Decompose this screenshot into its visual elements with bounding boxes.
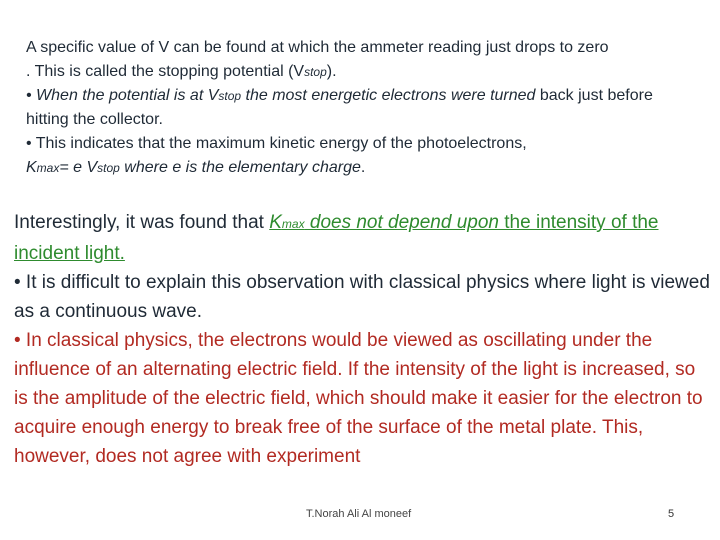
line-ammeter: A specific value of V can be found at which the ammeter reading just drops to zero [26,39,609,56]
line-kmax-formula: Kmax= e Vstop where e is the elementary charge. [26,159,366,176]
line-stopping-potential: . This is called the stopping potential (Vstop). [26,63,337,80]
para-classical-physics: • In classical physics, the electrons would be viewed as oscillating under the influence of an alternating electric field. If the intensity of the light is increased, so is the amplitude of the electric field, which should make it easier for the electron to acquire enough energy to break free of the surface of the metal plate. This, however, does not agree with experiment [14,330,703,467]
stopping-potential-text [26,36,676,180]
intensity-text [14,208,714,471]
footer-author: T.Norah Ali Al moneef [306,508,412,520]
line-max-kinetic-energy: • This indicates that the maximum kinetic energy of the photoelectrons, [26,135,527,152]
line-most-energetic: • When the potential is at Vstop the most energetic electrons were turned back just before hitting the collector. [26,87,653,128]
page-number: 5 [668,508,675,520]
para-interestingly: Interestingly, it was found that Kmax does not depend upon the intensity of the incident light. [14,212,659,264]
para-classical-difficulty: • It is difficult to explain this observation with classical physics where light is viewed as a continuous wave. [14,272,710,322]
slide-footer [0,508,720,526]
